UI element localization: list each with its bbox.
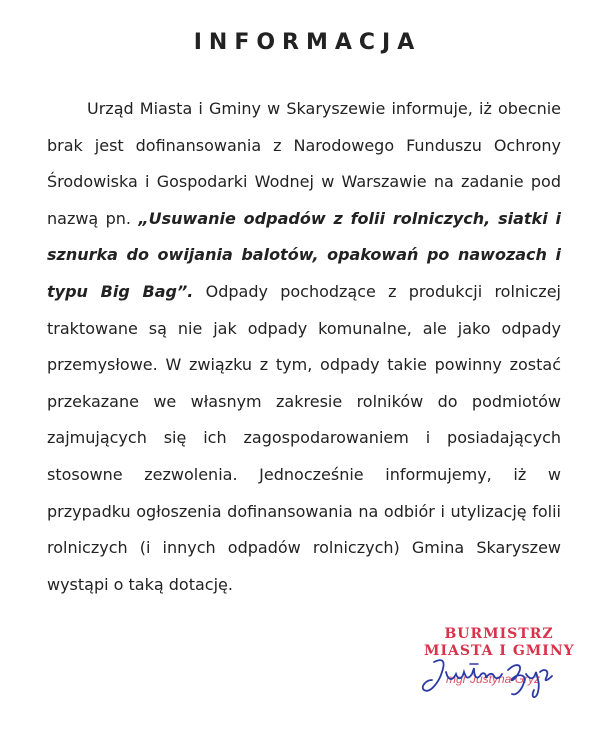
body-text-part1: Urząd Miasta i Gminy w Skaryszewie informuje, iż obecnie brak jest dofinansowania z Narodowego Funduszu Ochrony Środowiska i Gospodarki Wodnej w Warszawie na zadanie pod nazwą pn.	[47, 99, 561, 228]
task-name-emphasis: „Usuwanie odpadów z folii rolniczych, siatki i sznurka do owijania balotów, opakowań po nawozach i typu Big Bag”.	[47, 208, 561, 301]
document-body	[47, 91, 561, 603]
stamp-line-title: BURMISTRZ	[444, 626, 554, 642]
body-text-part2: Odpady pochodzące z produkcji rolniczej traktowane są nie jak odpady komunalne, ale jako odpady przemysłowe. W związku z tym, odpady takie powinny zostać przekazane we własnym zakresie rolników do podmiotów zajmujących się ich zagospodarowaniem i posiadających stosowne zezwolenia. Jednocześnie informujemy, iż w przypadku ogłoszenia dofinansowania na odbiór i utylizację folii rolniczych (i innych odpadów rolniczych) Gmina Skaryszew wystąpi o taką dotację.	[47, 281, 561, 594]
stamp-line-office: MIASTA I GMINY	[424, 643, 575, 659]
handwritten-signature	[412, 650, 562, 705]
document-title: INFORMACJA	[193, 30, 422, 55]
stamp-signatory-name: mgr Justyna Gryz	[446, 672, 541, 686]
